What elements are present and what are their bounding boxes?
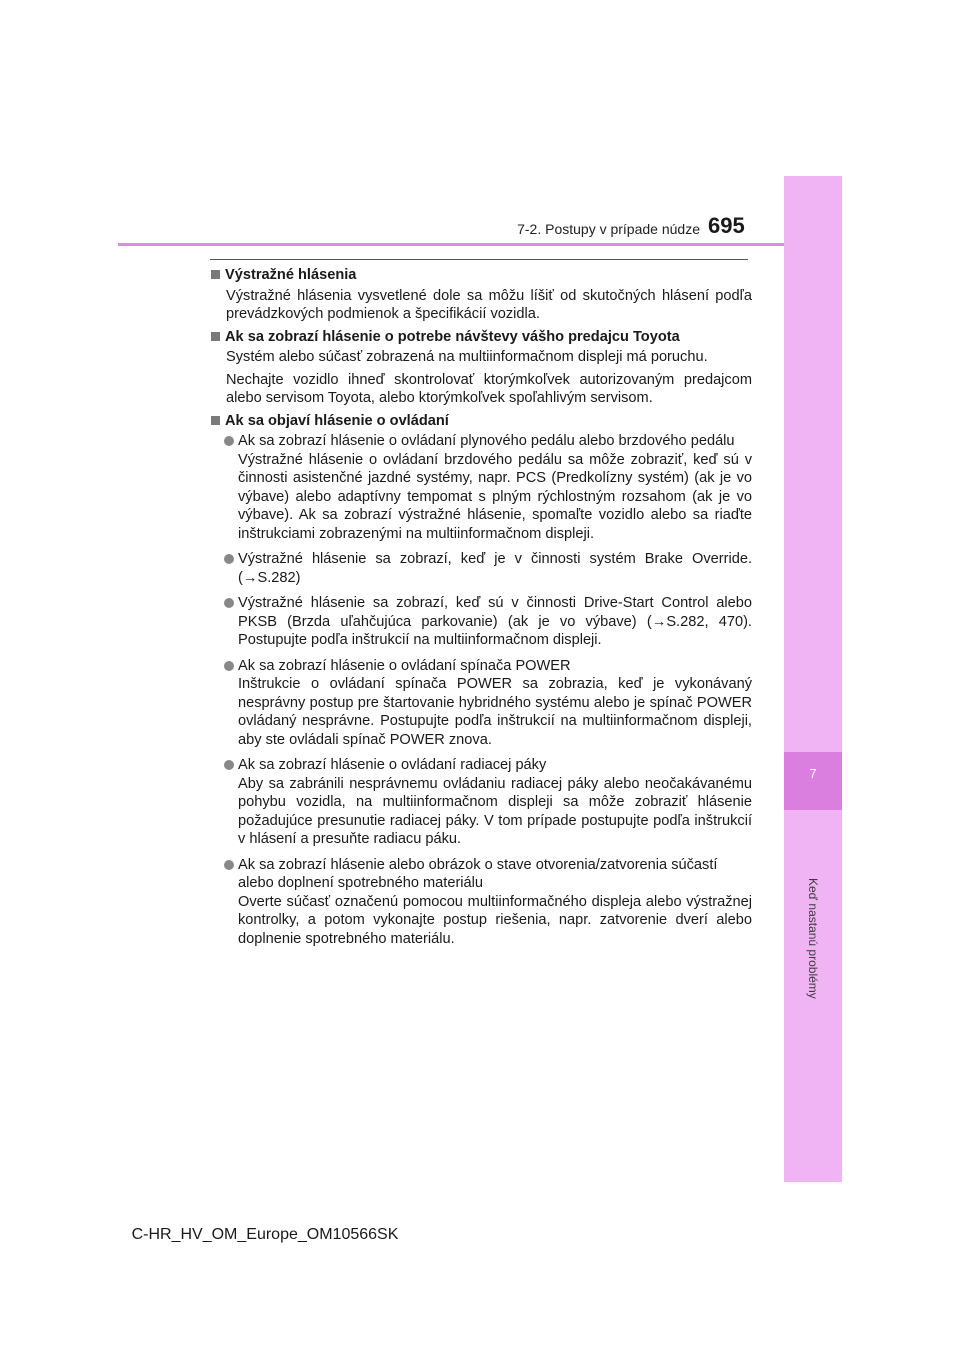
bullet-item (210, 594, 752, 650)
round-bullet-icon (224, 661, 234, 671)
chapter-title: Keď nastanú problémy (806, 878, 820, 999)
bullet-lead: Ak sa zobrazí hlásenie o ovládaní plynového pedálu alebo brzdového pedálu (238, 433, 735, 449)
bullet-text: Výstražné hlásenie o ovládaní brzdového pedálu sa môže zobraziť, keď sú v činnosti asistenčné jazdné systémy, napr. PCS (Predkolízny systém) (ak je vo výbave) alebo adaptívny tempomat s plným rýchlostným rozsahom (ak je vo výbave). Ak sa zobrazí výstražné hlásenie, spomaľte vozidlo alebo sa riaďte inštrukciami zobrazenými na multiinformačnom displeji. (238, 451, 752, 542)
bullet-item (210, 432, 752, 543)
subheading-warning-messages: Výstražné hlásenia (210, 266, 752, 285)
chapter-number: 7 (809, 766, 817, 781)
bullet-item (210, 756, 752, 849)
round-bullet-icon (224, 760, 234, 770)
section-heading: 7-2. Postupy v prípade núdze (517, 221, 700, 237)
round-bullet-icon (224, 554, 234, 564)
bullet-item (210, 550, 752, 587)
square-bullet-icon (211, 270, 220, 279)
paragraph: Výstražné hlásenia vysvetlené dole sa môžu líšiť od skutočných hlásení podľa prevádzkových podmienok a špecifikácií vozidla. (226, 287, 752, 322)
bullet-text: Overte súčasť označenú pomocou multiinformačného displeja alebo výstražnej kontrolky, a potom vykonajte postup riešenia, napr. zatvorenie dverí alebo doplnenie spotrebného materiálu. (238, 893, 752, 947)
bullet-text: Aby sa zabránili nesprávnemu ovládaniu radiacej páky alebo neočakávanému pohybu vozidla, na multiinformačnom displeji sa môže zobraziť hlásenie požadujúce presunutie radiacej páky. V tom prípade postupujte podľa inštrukcií v hlásení a presuňte radiacu páku. (238, 775, 752, 847)
chapter-number-box (784, 752, 842, 810)
round-bullet-icon (224, 598, 234, 608)
bullet-lead: Ak sa zobrazí hlásenie o ovládaní radiacej páky (238, 757, 547, 773)
bullet-item (210, 856, 752, 949)
bullet-lead: Ak sa zobrazí hlásenie o ovládaní spínača POWER (238, 657, 571, 674)
bullet-text: Výstražné hlásenie sa zobrazí, keď sú v činnosti Drive-Start Control alebo PKSB (Brzda uľahčujúca parkovanie) (ak je vo výbave) (→S.282, 470). Postupujte podľa inštrukcií na multiinformačnom displeji. (238, 595, 752, 648)
round-bullet-icon (224, 860, 234, 870)
subheading-operation-message: Ak sa objaví hlásenie o ovládaní (210, 412, 752, 431)
chapter-side-tab (784, 176, 842, 1182)
page-content (210, 266, 752, 955)
bullet-text: Výstražné hlásenie sa zobrazí, keď je v činnosti systém Brake Override. (→S.282) (238, 551, 752, 586)
square-bullet-icon (211, 332, 220, 341)
page-number: 695 (708, 213, 745, 238)
paragraph: Nechajte vozidlo ihneď skontrolovať ktorýmkoľvek autorizovaným predajcom alebo servisom Toyota, alebo ktorýmkoľvek spoľahlivým servisom. (226, 371, 752, 406)
header-rule (118, 243, 784, 246)
bullet-text: Inštrukcie o ovládaní spínača POWER sa zobrazia, keď je vykonávaný nesprávny postup pre štartovanie hybridného systému alebo je spínač POWER ovládaný nesprávne. Postupujte podľa inštrukcií na multiinformačnom displeji, aby ste ovládali spínač POWER znova. (238, 676, 752, 748)
round-bullet-icon (224, 436, 234, 446)
document-id-footer: C-HR_HV_OM_Europe_OM10566SK (131, 1226, 399, 1243)
paragraph: Systém alebo súčasť zobrazená na multiinformačnom displeji má poruchu. (226, 349, 708, 365)
subheading-dealer-visit: Ak sa zobrazí hlásenie o potrebe návštevy vášho predajcu Toyota (210, 328, 752, 347)
content-top-rule (210, 259, 748, 260)
bullet-item (210, 657, 752, 750)
square-bullet-icon (211, 416, 220, 425)
bullet-lead: Ak sa zobrazí hlásenie alebo obrázok o stave otvorenia/zatvorenia súčastí alebo doplnení spotrebného materiálu (238, 856, 718, 891)
